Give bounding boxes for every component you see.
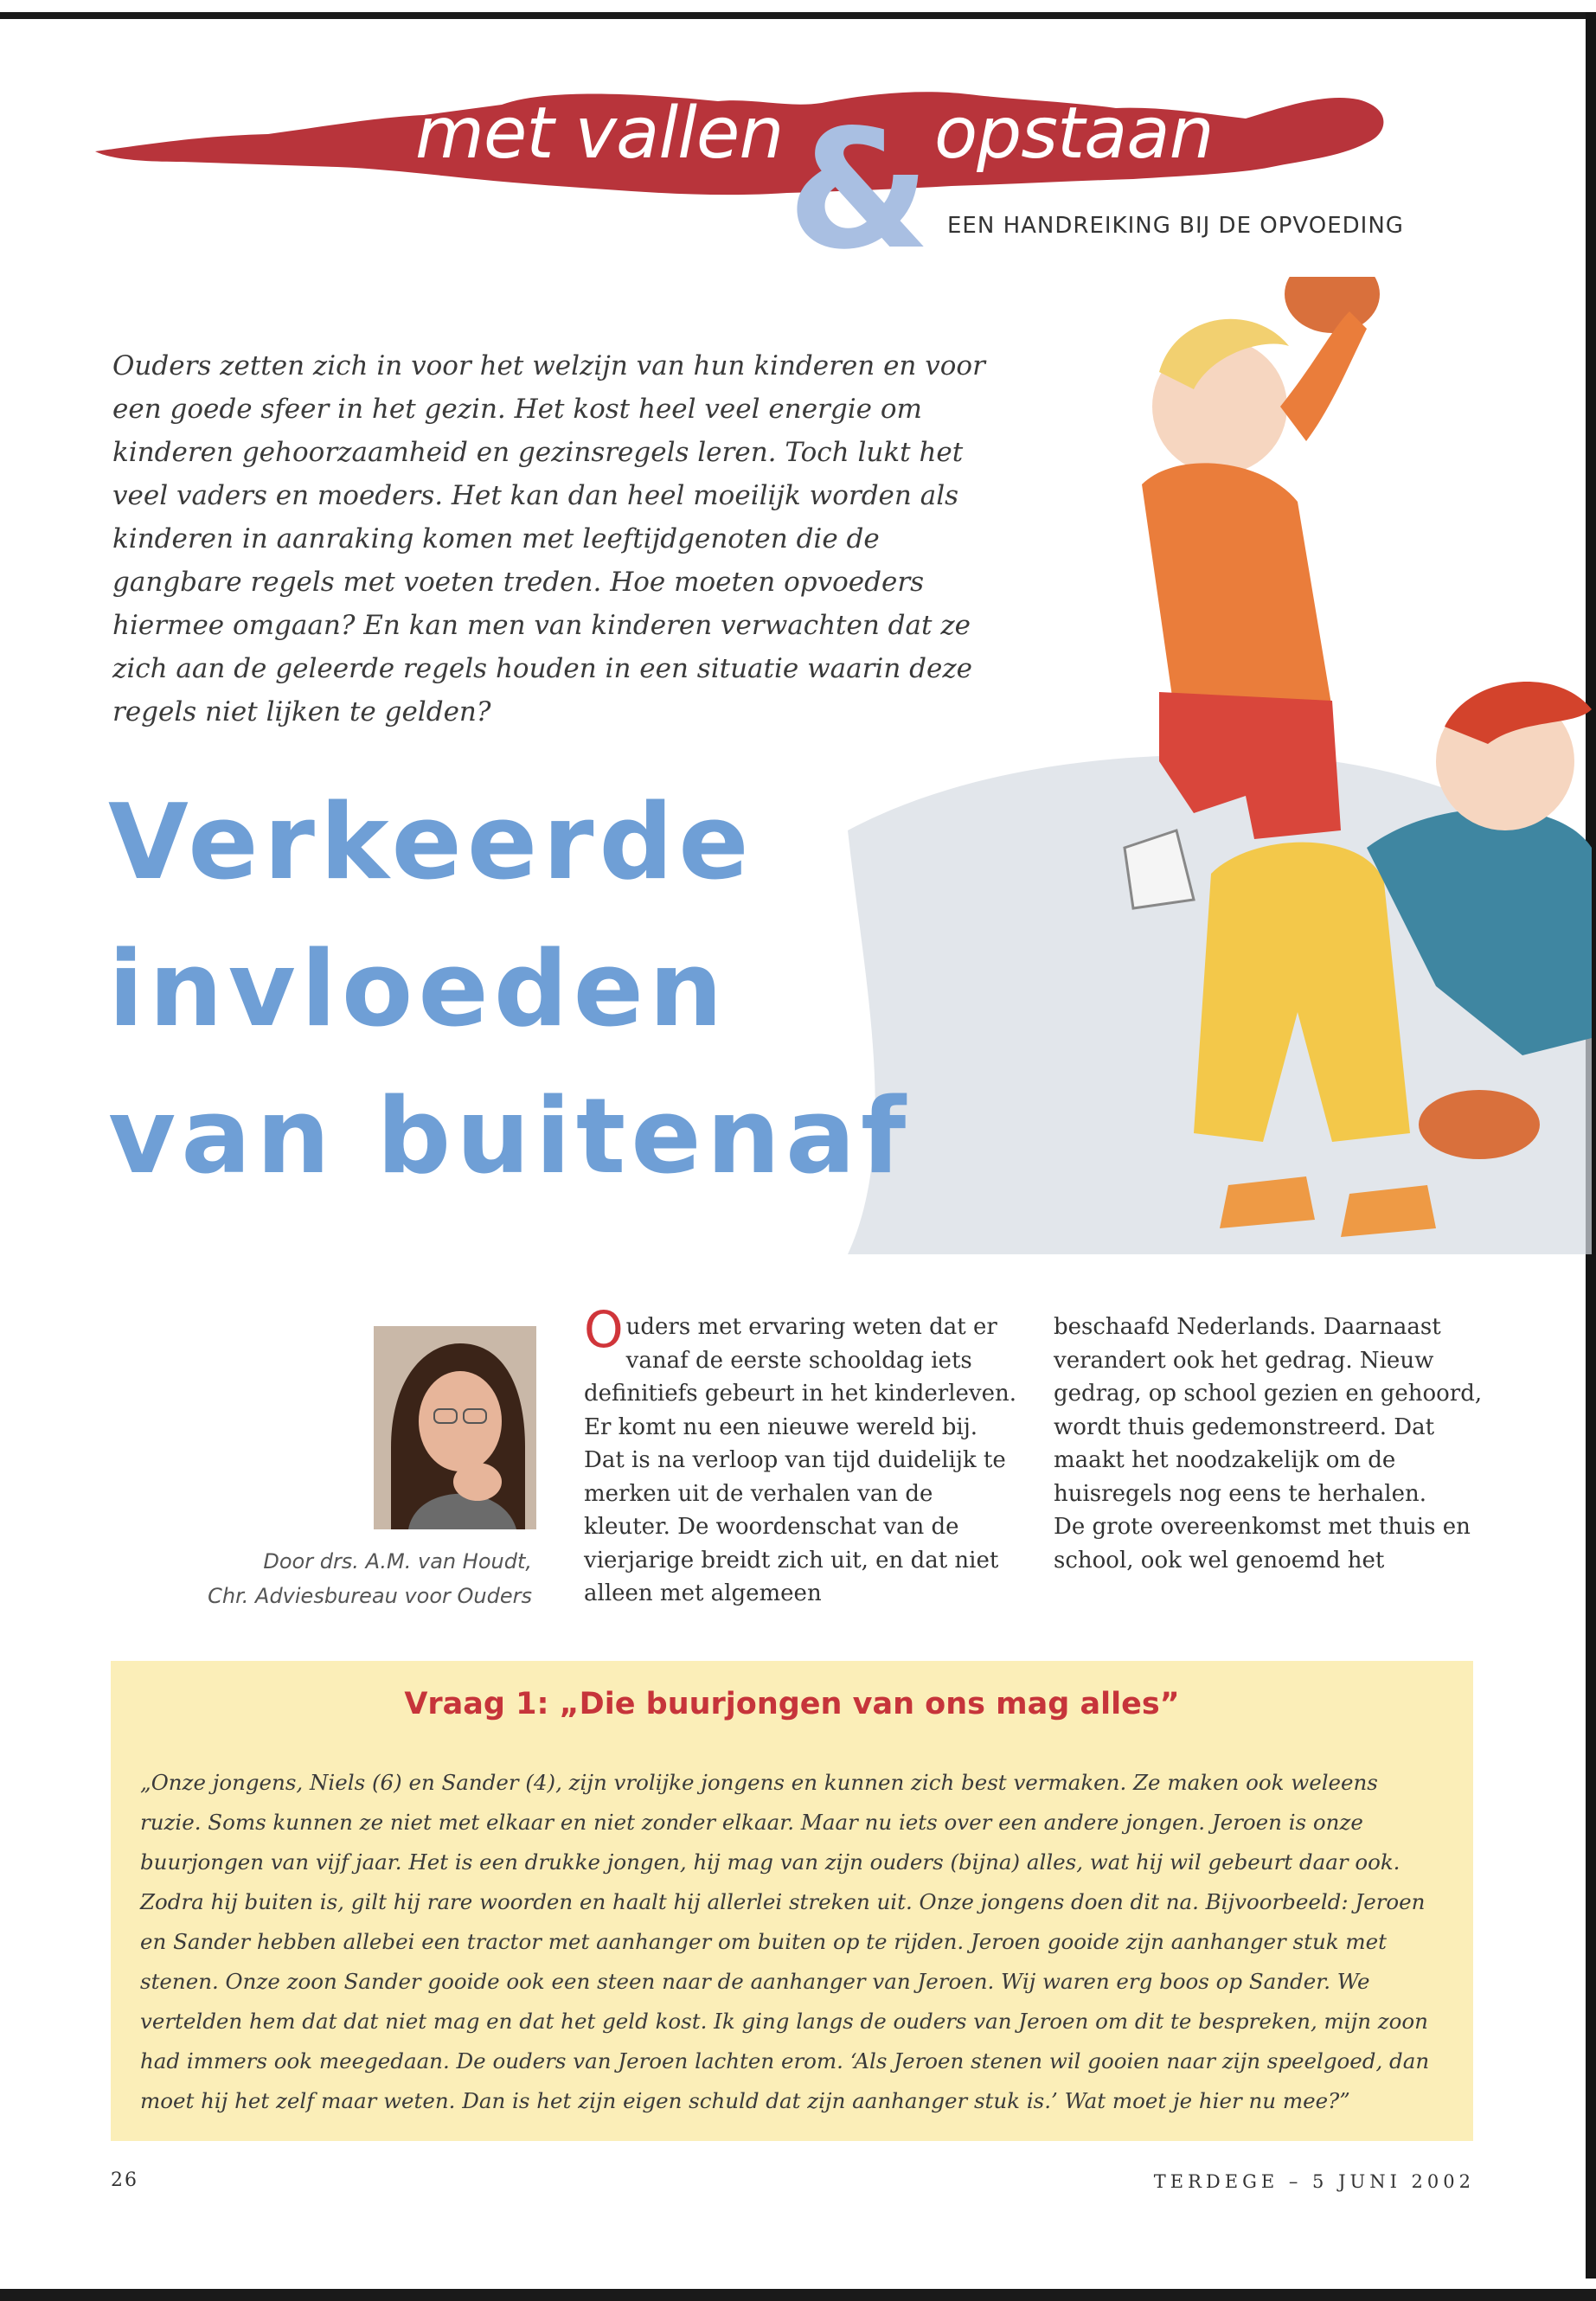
column-2-para-2: De grote overeenkomst met thuis en school, ook wel genoemd het xyxy=(1054,1514,1471,1574)
byline-line-2: Chr. Adviesbureau voor Ouders xyxy=(208,1584,532,1608)
author-photo xyxy=(374,1326,536,1529)
byline-line-1: Door drs. A.M. van Houdt, xyxy=(263,1549,532,1574)
page-number: 26 xyxy=(111,2170,138,2191)
article-column-2 xyxy=(1054,1311,1486,1577)
column-2-para-1: beschaafd Nederlands. Daarnaast verandert ook het gedrag. Nieuw gedrag, op school gezien en gehoord, wordt thuis gedemonstreerd. Dat maakt het noodzakelijk om de huisregels nog eens te herhalen. xyxy=(1054,1314,1483,1507)
headline-line-1: Verkeerde xyxy=(108,783,754,903)
column-1-text: uders met ervaring weten dat er vanaf de eerste schooldag iets definitiefs gebeurt in het kinderleven. Er komt nu een nieuwe wereld bij. Dat is na verloop van tijd duidelijk te merken uit de verhalen van de kleuter. De woordenschat van de vierjarige breidt zich uit, en dat niet alleen met algemeen xyxy=(584,1314,1016,1606)
banner-word-right: opstaan xyxy=(934,93,1214,175)
question-title: Vraag 1: „Die buurjongen van ons mag alles” xyxy=(404,1687,1180,1721)
intro-paragraph: Ouders zetten zich in voor het welzijn van hun kinderen en voor een goede sfeer in het gezin. Het kost heel veel energie om kinderen gehoorzaamheid en gezinsregels leren. Toch lukt het veel vaders en moeders. Het kan dan heel moeilijk worden als kinderen in aanraking komen met leeftijdgenoten die de gangbare regels met voeten treden. Hoe moeten opvoeders hiermee omgaan? En kan men van kinderen verwachten dat ze zich aan de geleerde regels houden in een situatie waarin deze regels niet lijken te gelden? xyxy=(112,350,985,727)
banner-ampersand: & xyxy=(787,94,931,285)
headline-line-2: invloeden xyxy=(108,930,728,1050)
article-column-1 xyxy=(584,1300,1025,1611)
question-text: „Onze jongens, Niels (6) en Sander (4), zijn vrolijke jongens en kunnen zich best vermaken. Ze maken ook weleens ruzie. Soms kunnen ze niet met elkaar en niet zonder elkaar. Maar nu iets over een andere jongen. Jeroen is onze buurjongen van vijf jaar. Het is een drukke jongen, hij mag van zijn ouders (bijna) alles, wat hij wil gebeurt daar ook. Zodra hij buiten is, gilt hij rare woorden en haalt hij allerlei streken uit. Onze jongens doen dit na. Bijvoorbeeld: Jeroen en Sander hebben allebei een tractor met aanhanger om buiten op te rijden. Jeroen gooide zijn aanhanger stuk met stenen. Onze zoon Sander gooide ook een steen naar de aanhanger van Jeroen. Wij waren erg boos op Sander. We vertelden hem dat dat niet mag en dat het geld kost. Ik ging langs de ouders van Jeroen om dit te bespreken, mijn zoon had immers ook meegedaan. De ouders van Jeroen lachten erom. ‘Als Jeroen stenen wil gooien naar zijn speelgoed, dan moet hij het zelf maar weten. Dan is het zijn eigen schuld dat zijn aanhanger stuk is.’ Wat moet je hier nu mee?” xyxy=(140,1770,1430,2113)
banner-word-left: met vallen xyxy=(415,93,784,175)
question-box xyxy=(111,1661,1473,2141)
banner-subtitle: EEN HANDREIKING BIJ DE OPVOEDING xyxy=(947,213,1404,239)
bottom-rule xyxy=(0,2289,1596,2301)
author-byline xyxy=(169,1544,532,1613)
issue-info: TERDEGE – 5 JUNI 2002 xyxy=(1153,2171,1475,2192)
drop-cap: O xyxy=(584,1300,624,1359)
article-headline xyxy=(108,770,1060,1211)
headline-line-3: van buitenaf xyxy=(108,1077,912,1197)
top-rule xyxy=(0,12,1596,19)
